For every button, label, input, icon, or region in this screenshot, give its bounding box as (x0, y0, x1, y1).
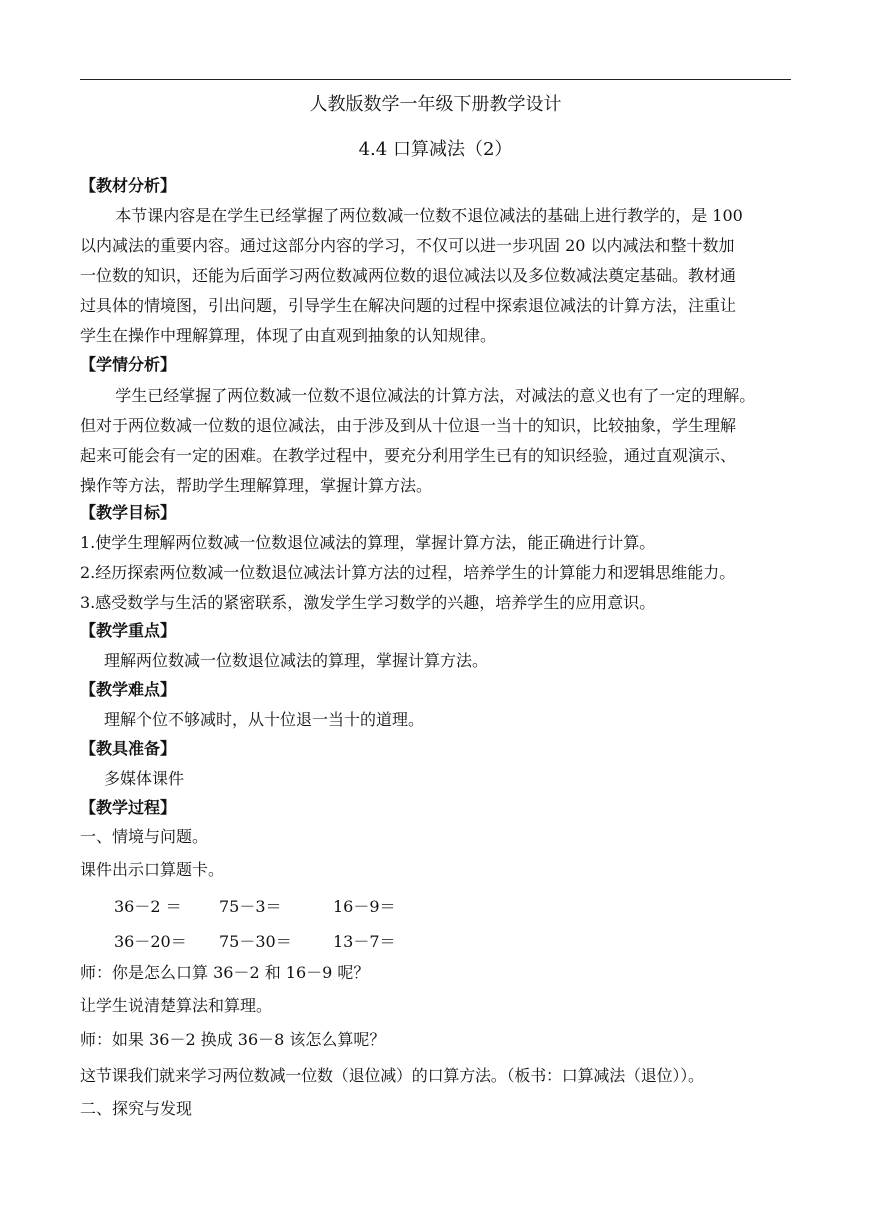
paragraph-line: 过具体的情境图，引出问题，引导学生在解决问题的过程中探索退位减法的计算方法，注重让 (80, 296, 737, 315)
lesson-title: 4.4 口算减法（2） (358, 139, 513, 160)
paragraph-line: 以内减法的重要内容。通过这部分内容的学习，不仅可以进一步巩固 20 以内减法和整十数加 (80, 236, 735, 255)
teacher-question-2: 师：如果 36－2 换成 36－8 该怎么算呢？ (80, 1030, 386, 1049)
goal-item: 2.经历探索两位数减一位数退位减法计算方法的过程，培养学生的计算能力和逻辑思维能力。 (80, 563, 736, 582)
calc-item: 36－2 ＝ (114, 897, 182, 916)
document-title: 人教版数学一年级下册教学设计 (309, 94, 562, 115)
process-intro: 课件出示口算题卡。 (80, 860, 225, 879)
paragraph-line: 起来可能会有一定的困难。在教学过程中，要充分利用学生已有的知识经验，通过直观演示、 (80, 446, 737, 465)
textbook-analysis-paragraph (80, 201, 791, 351)
calc-item: 75－30＝ (219, 932, 292, 951)
lesson-introduction: 这节课我们就来学习两位数减一位数（退位减）的口算方法。（板书：口算减法（退位））。 (80, 1066, 704, 1085)
goal-item: 3.感受数学与生活的紧密联系，激发学生学习数学的兴趣，培养学生的应用意识。 (80, 593, 656, 612)
section-heading-goals: 【教学目标】 (80, 503, 177, 522)
tools-text: 多媒体课件 (104, 769, 185, 788)
difficulty-text: 理解个位不够减时，从十位退一当十的道理。 (104, 710, 425, 729)
calc-item: 16－9＝ (333, 897, 396, 916)
paragraph-line: 一位数的知识，还能为后面学习两位数减两位数的退位减法以及多位数减法奠定基础。教材通 (80, 266, 737, 285)
paragraph-line: 学生已经掌握了两位数减一位数不退位减法的计算方法，对减法的意义也有了一定的理解。 (115, 386, 756, 405)
section-heading-difficulty: 【教学难点】 (80, 680, 177, 699)
student-analysis-paragraph (80, 381, 791, 501)
key-point-text: 理解两位数减一位数退位减法的算理，掌握计算方法。 (104, 651, 489, 670)
paragraph-line: 操作等方法，帮助学生理解算理，掌握计算方法。 (80, 476, 433, 495)
paragraph-line: 但对于两位数减一位数的退位减法，由于涉及到从十位退一当十的知识，比较抽象，学生理解 (80, 416, 737, 435)
instruction-line: 让学生说清楚算法和算理。 (80, 996, 273, 1015)
calc-item: 75－3＝ (219, 897, 282, 916)
process-step-1: 一、情境与问题。 (80, 827, 209, 846)
paragraph-line: 本节课内容是在学生已经掌握了两位数减一位数不退位减法的基础上进行教学的，是 100 (115, 206, 743, 225)
section-heading-process: 【教学过程】 (80, 798, 177, 817)
goals-list (80, 528, 791, 618)
section-heading-students: 【学情分析】 (80, 355, 177, 374)
process-step-2: 二、探究与发现 (80, 1099, 193, 1118)
teacher-question-1: 师：你是怎么口算 36－2 和 16－9 呢？ (80, 963, 370, 982)
section-heading-textbook: 【教材分析】 (80, 176, 177, 195)
calc-item: 36－20＝ (114, 932, 187, 951)
header-rule (80, 79, 791, 80)
goal-item: 1.使学生理解两位数减一位数退位减法的算理，掌握计算方法，能正确进行计算。 (80, 533, 656, 552)
section-heading-tools: 【教具准备】 (80, 739, 177, 758)
paragraph-line: 学生在操作中理解算理，体现了由直观到抽象的认知规律。 (80, 326, 497, 345)
section-heading-key: 【教学重点】 (80, 621, 177, 640)
calc-item: 13－7＝ (333, 932, 396, 951)
